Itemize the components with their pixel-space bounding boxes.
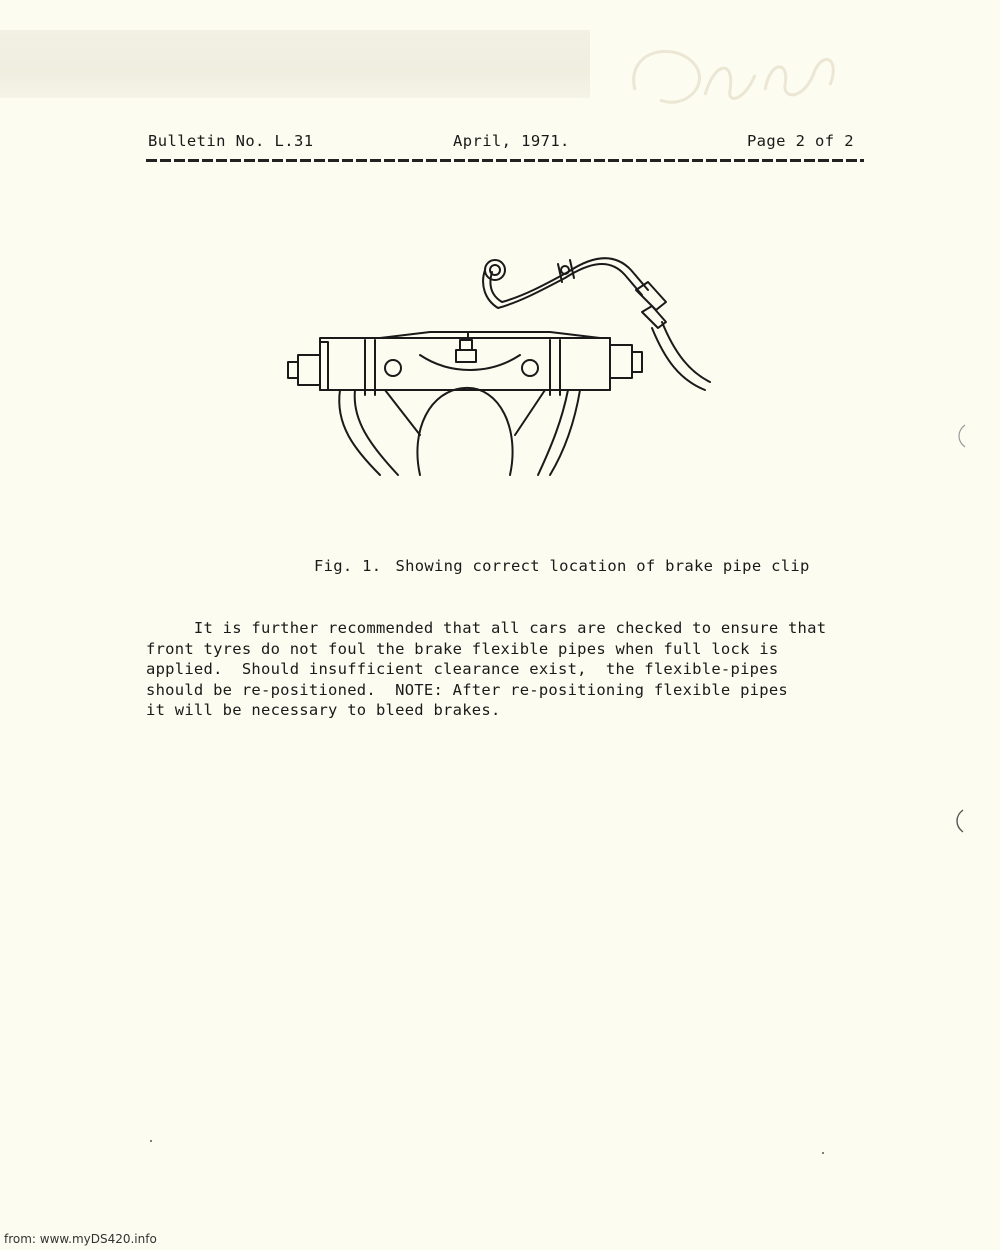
bulletin-number: Bulletin No. L.31 xyxy=(148,132,314,150)
figure-label: Fig. 1. xyxy=(314,557,382,575)
body-paragraph xyxy=(146,618,901,721)
binder-hole-mark xyxy=(955,423,969,449)
scan-speck xyxy=(822,1152,824,1154)
bulletin-header xyxy=(148,132,858,154)
header-dashed-rule xyxy=(146,159,864,162)
scan-speck xyxy=(150,1140,152,1142)
scan-shadow-band xyxy=(0,30,590,98)
page-number: Page 2 of 2 xyxy=(746,132,854,150)
body-line: should be re-positioned. NOTE: After re-positioning flexible pipes xyxy=(146,680,788,699)
body-line: applied. Should insufficient clearance exist, the flexible-pipes xyxy=(146,660,779,678)
binder-hole-mark xyxy=(953,808,967,834)
figure-caption-text: Showing correct location of brake pipe clip xyxy=(395,557,810,575)
source-footer: from: www.myDS420.info xyxy=(4,1232,157,1246)
watermark-logo xyxy=(615,30,845,118)
brake-pipe-figure xyxy=(280,250,720,480)
body-line: it will be necessary to bleed brakes. xyxy=(146,701,501,719)
body-line: It is further recommended that all cars are checked to ensure that xyxy=(146,619,827,637)
figure-caption xyxy=(314,557,810,575)
bulletin-date: April, 1971. xyxy=(453,132,570,150)
body-line: front tyres do not foul the brake flexible pipes when full lock is xyxy=(146,639,779,658)
